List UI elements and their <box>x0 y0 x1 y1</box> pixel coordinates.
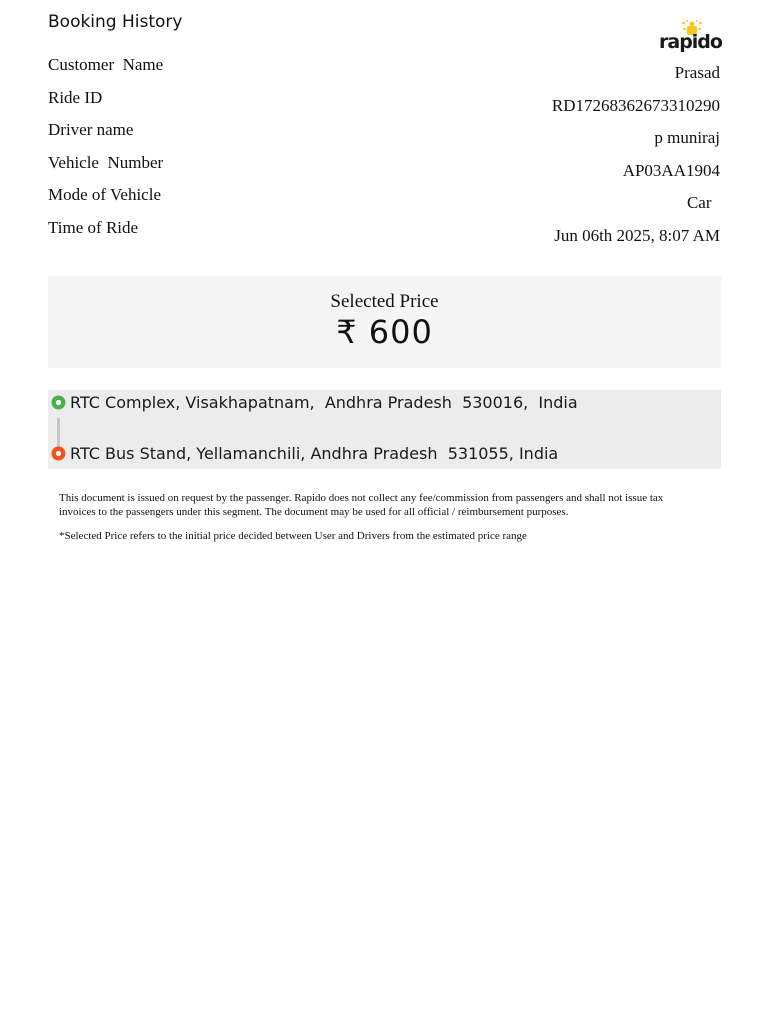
details-labels <box>48 54 163 249</box>
pickup-address: RTC Complex, Visakhapatnam, Andhra Pradesh 530016, India <box>70 393 578 412</box>
details-values <box>552 62 720 257</box>
selected-price-label: Selected Price <box>330 291 439 312</box>
page-title: Booking History <box>48 12 183 32</box>
route-box <box>48 390 721 469</box>
disclaimer-text: This document is issued on request by the passenger. Rapido does not collect any fee/commission from passengers and shall not issue tax invoices to the passengers under this segment. The document may be used for all official / reimbursement purposes. <box>59 492 664 518</box>
customer-name-label: Customer Name <box>48 55 164 74</box>
pickup-pin-icon <box>51 395 66 410</box>
customer-name-value: Prasad <box>674 63 720 82</box>
vehicle-number-label: Vehicle Number <box>48 152 164 172</box>
ride-id-label: Ride ID <box>48 87 103 107</box>
ride-time-value: Jun 06th 2025, 8:07 AM <box>554 225 720 245</box>
rapido-logo <box>659 20 723 60</box>
vehicle-mode-value: Car <box>686 193 720 212</box>
rapido-logo-text: rapido <box>659 31 722 53</box>
vehicle-number-value: AP03AA1904 <box>622 160 720 180</box>
vehicle-mode-label: Mode of Vehicle <box>48 185 161 204</box>
price-footnote: *Selected Price refers to the initial price decided between User and Drivers from the estimated price range <box>59 530 527 542</box>
drop-pin-icon <box>51 446 66 461</box>
drop-address: RTC Bus Stand, Yellamanchili, Andhra Pradesh 531055, India <box>70 444 559 463</box>
ride-time-label: Time of Ride <box>48 217 139 237</box>
ride-id-value: RD17268362673310290 <box>551 95 720 115</box>
selected-price-box <box>48 276 721 368</box>
driver-name-label: Driver name <box>48 120 134 139</box>
selected-price-amount: ₹ 600 <box>336 313 433 351</box>
driver-name-value: p muniraj <box>654 128 720 147</box>
route-connector-line <box>57 418 60 448</box>
